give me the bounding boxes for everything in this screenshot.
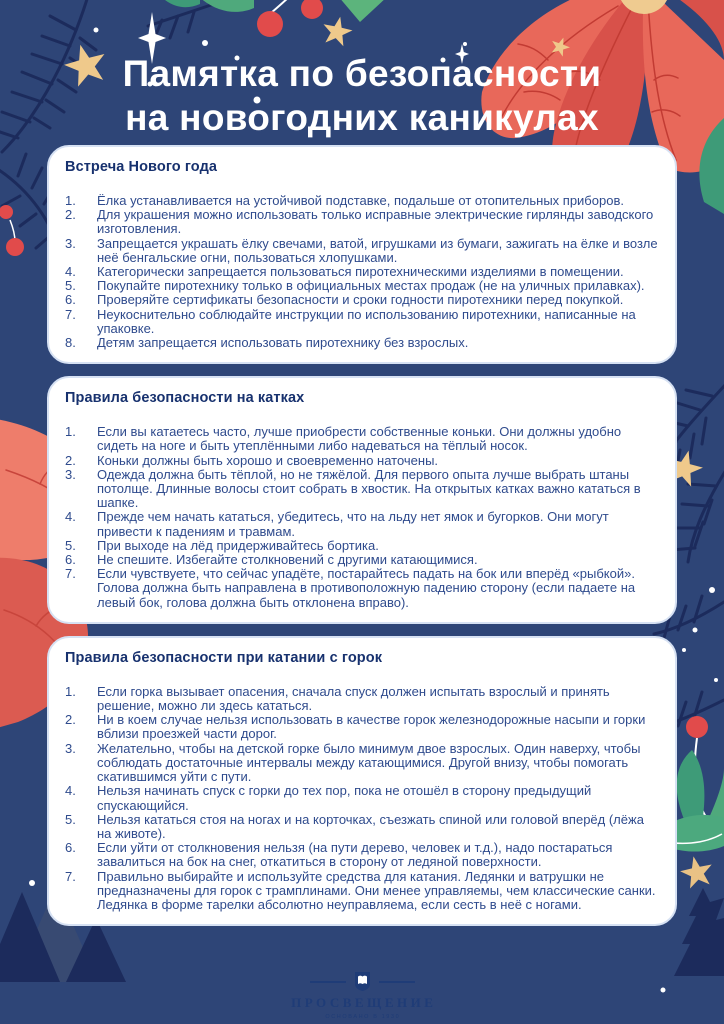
list-item-text: Одежда должна быть тёплой, но не тяжёлой. Для первого опыта лучше выбрать штаны потолще. Длинные волосы стоит собрать в хвостик. На открытых катках важно кататься в шапке. [97, 466, 641, 511]
publisher-name: ПРОСВЕЩЕНИЕ [291, 995, 437, 1010]
holly-berries-icon [0, 205, 24, 256]
list-item-text: Неукоснительно соблюдайте инструкции по использованию пиротехники, написанные на упаковке. [97, 306, 636, 336]
list-item-number: 5. [65, 811, 76, 827]
list-item [65, 237, 659, 265]
cards-container [47, 145, 677, 926]
publisher-logo [0, 972, 724, 1020]
list-item [65, 813, 659, 841]
list-item-number: 5. [65, 278, 76, 294]
fir-tree-icon [674, 888, 724, 976]
card-list [65, 425, 659, 610]
list-item-number: 3. [65, 235, 76, 251]
list-item-text: Если чувствуете, что сейчас упадёте, постарайтесь падать на бок или вперёд «рыбкой». Голова должна быть направлена в противоположную падению сторону (если падаете на левый бок, голова должна быть отклонена вправо). [97, 566, 636, 610]
list-item [65, 265, 659, 279]
list-item-number: 4. [65, 509, 76, 525]
list-item-text: Не спешите. Избегайте столкновений с другими катающимися. [97, 552, 478, 568]
list-item [65, 553, 659, 567]
list-item-text: Проверяйте сертификаты безопасности и сроки годности пиротехники перед покупкой. [97, 292, 624, 308]
list-item-number: 1. [65, 683, 76, 699]
list-item-text: Для украшения можно использовать только исправные электрические гирлянды заводского изготовления. [97, 207, 654, 237]
list-item [65, 279, 659, 293]
list-item [65, 567, 659, 610]
card-list [65, 194, 659, 350]
rules-card [47, 145, 677, 364]
list-item-number: 1. [65, 424, 76, 440]
list-item-text: Желательно, чтобы на детской горке было минимум двое взрослых. Один наверху, чтобы соблюдать достаточные интервалы между катающимися. Другой внизу, чтобы помогать скатившимся уйти с пути. [97, 740, 641, 785]
list-item [65, 685, 659, 713]
publisher-emblem-icon [355, 972, 370, 991]
rules-card [47, 376, 677, 624]
list-item [65, 742, 659, 785]
title-line-2: на новогодних каникулах [125, 97, 599, 138]
logo-row [310, 972, 415, 991]
list-item-number: 3. [65, 466, 76, 482]
list-item-number: 7. [65, 868, 76, 884]
list-item [65, 454, 659, 468]
list-item-text: Если вы катаетесь часто, лучше приобрести собственные коньки. Они должны удобно сидеть на ноге и быть утеплёнными либо надеваться на тёплый носок. [97, 424, 622, 454]
list-item [65, 308, 659, 336]
list-item-number: 2. [65, 207, 76, 223]
rules-card [47, 636, 677, 926]
list-item-text: Если уйти от столкновения нельзя (на пути дерево, человек и т.д.), надо постараться завалиться на бок на снег, откатиться в сторону от ледяной поверхности. [97, 840, 613, 870]
list-item-text: Ёлка устанавливается на устойчивой подставке, подальше от отопительных приборов. [97, 193, 624, 208]
list-item-number: 7. [65, 566, 76, 582]
list-item [65, 784, 659, 812]
list-item-number: 7. [65, 306, 76, 322]
list-item-number: 6. [65, 552, 76, 568]
list-item [65, 425, 659, 453]
publisher-tagline: ОСНОВАНО В 1930 [325, 1014, 401, 1020]
list-item [65, 870, 659, 913]
list-item-text: Детям запрещается использовать пиротехнику без взрослых. [97, 335, 469, 351]
list-item-number: 3. [65, 740, 76, 756]
list-item [65, 293, 659, 307]
poster-title [0, 52, 724, 140]
list-item [65, 539, 659, 553]
card-list [65, 685, 659, 912]
card-heading: Правила безопасности при катании с горок [65, 649, 383, 666]
list-item-text: Коньки должны быть хорошо и своевременно наточены. [97, 452, 439, 468]
list-item-text: При выходе на лёд придерживайтесь бортика. [97, 537, 379, 553]
list-item [65, 194, 659, 208]
title-line-1: Памятка по безопасности [122, 53, 602, 94]
card-heading: Правила безопасности на катках [65, 390, 305, 407]
list-item-text: Правильно выбирайте и используйте средства для катания. Ледянки и ватрушки не предназначены для горок с трамплинами. Они менее управляемы, чем классические санки. Ледянка в форме тарелки абсолютно неуправляема, если сесть в неё с ногами. [97, 868, 656, 912]
holly-berries-icon [257, 0, 323, 37]
list-item-number: 2. [65, 712, 76, 728]
list-item-text: Прежде чем начать кататься, убедитесь, что на льду нет ямок и бугорков. Они могут привести к падениям и травмам. [97, 509, 609, 539]
list-item [65, 336, 659, 350]
list-item-text: Ни в коем случае нельзя использовать в качестве горок железнодорожные насыпи и горки вблизи проезжей части дорог. [97, 712, 646, 742]
list-item-text: Категорически запрещается пользоваться пиротехническими изделиями в помещении. [97, 264, 624, 280]
list-item-number: 4. [65, 264, 76, 280]
list-item-number: 6. [65, 292, 76, 308]
list-item-text: Если горка вызывает опасения, сначала спуск должен испытать взрослый и принять решение, можно ли здесь кататься. [97, 683, 610, 714]
list-item-text: Нельзя кататься стоя на ногах и на корточках, съезжать спиной или головой вперёд (лёжа на животе). [97, 811, 644, 841]
list-item-number: 1. [65, 193, 76, 208]
list-item-text: Покупайте пиротехнику только в официальных местах продаж (не на уличных прилавках). [97, 278, 645, 294]
list-item-text: Запрещается украшать ёлку свечами, ватой, игрушками из бумаги, зажигать на ёлке и возле неё бенгальские огни, пользоваться хлопушками. [97, 235, 658, 265]
list-item-number: 5. [65, 537, 76, 553]
list-item [65, 208, 659, 236]
list-item-text: Нельзя начинать спуск с горки до тех пор, пока не отошёл в сторону предыдущий спускающийся. [97, 783, 592, 813]
list-item [65, 510, 659, 538]
logo-rule-left [310, 981, 346, 983]
list-item [65, 468, 659, 511]
list-item-number: 4. [65, 783, 76, 799]
card-heading: Встреча Нового года [65, 159, 218, 175]
list-item [65, 713, 659, 741]
list-item-number: 6. [65, 840, 76, 856]
list-item-number: 2. [65, 452, 76, 468]
list-item-number: 8. [65, 335, 76, 351]
logo-rule-right [379, 981, 415, 983]
list-item [65, 841, 659, 869]
